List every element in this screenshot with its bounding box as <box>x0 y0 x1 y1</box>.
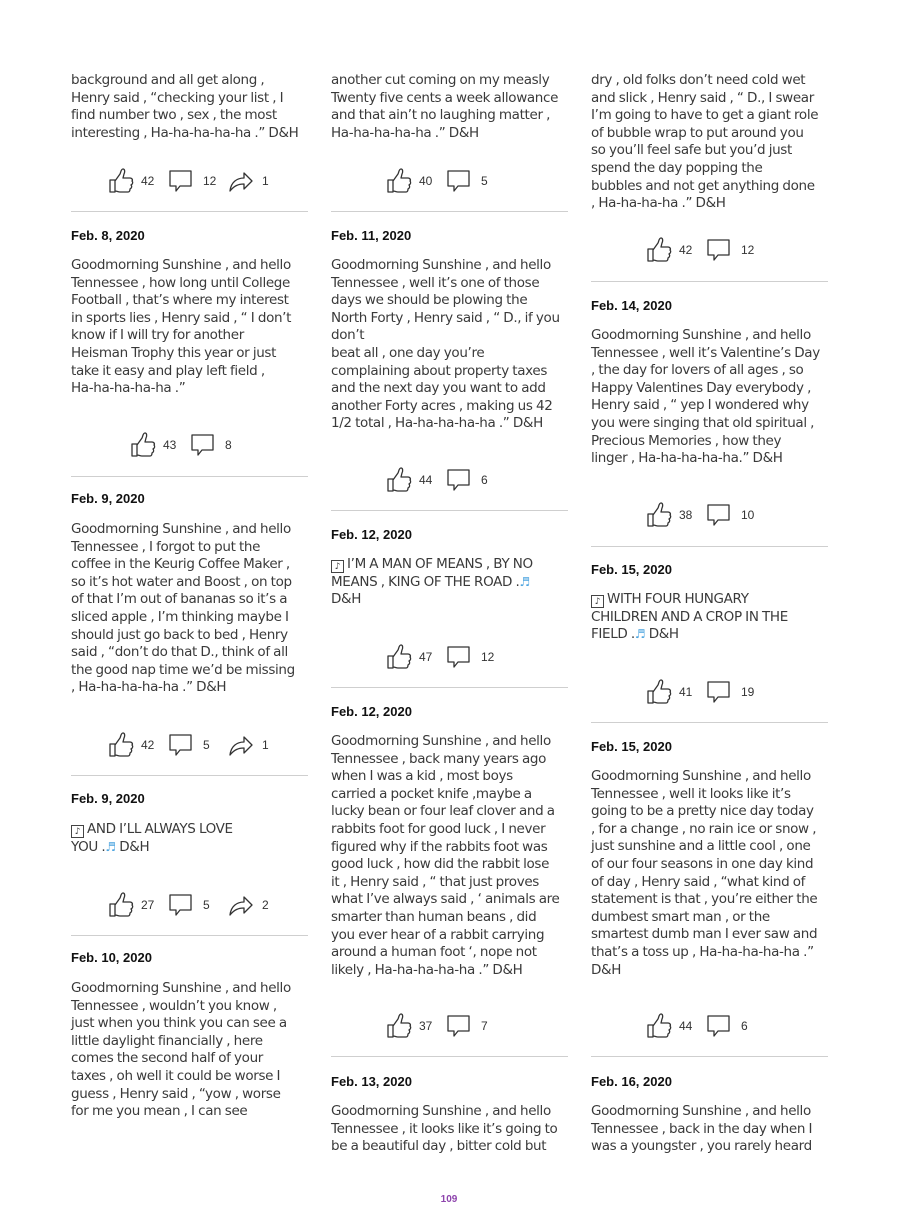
post-divider <box>71 935 308 936</box>
comment-count: 10 <box>741 508 755 522</box>
post-date: Feb. 11, 2020 <box>331 228 412 243</box>
comment-icon[interactable] <box>705 1012 733 1040</box>
like-icon[interactable] <box>645 501 673 529</box>
share-count: 1 <box>262 738 269 752</box>
post-text: Goodmorning Sunshine , and hello Tennessee , back in the day when I was a youngster , you rarely heard <box>591 1103 813 1155</box>
post-text: Goodmorning Sunshine , and hello Tennessee , I forgot to put the coffee in the Keurig Coffee Maker , so it’s hot water and Boost , on top of that I’m out of bananas so it’s a sliced apple , I’m thinking maybe I should just go back to bed , Henry said , “don’t do that D., think of all the good nap time we’d be missing , Ha-ha-ha-ha-ha .” D&H <box>71 521 295 696</box>
comment-icon[interactable] <box>445 167 473 195</box>
lyric-text: I’M A MAN OF MEANS , BY NO MEANS , KING OF THE ROAD . <box>331 556 533 590</box>
like-count: 47 <box>419 650 433 664</box>
reactions-bar <box>591 678 828 706</box>
share-icon[interactable] <box>227 891 255 919</box>
post-text: Goodmorning Sunshine , and hello Tennessee , it looks like it’s going to be a beautiful day , bitter cold but <box>331 1103 558 1155</box>
post-divider <box>331 510 568 511</box>
post-date: Feb. 12, 2020 <box>331 704 412 719</box>
reactions-bar <box>591 236 828 264</box>
share-icon[interactable] <box>227 167 255 195</box>
like-icon[interactable] <box>107 731 135 759</box>
like-count: 42 <box>141 738 155 752</box>
like-count: 43 <box>163 438 177 452</box>
post-divider <box>331 1056 568 1057</box>
post-date: Feb. 8, 2020 <box>71 228 145 243</box>
comment-icon[interactable] <box>167 731 195 759</box>
post-date: Feb. 9, 2020 <box>71 791 145 806</box>
comment-icon[interactable] <box>705 678 733 706</box>
post-date: Feb. 15, 2020 <box>591 739 672 754</box>
post-divider <box>591 546 828 547</box>
comment-count: 5 <box>203 738 210 752</box>
share-icon[interactable] <box>227 731 255 759</box>
comment-count: 19 <box>741 685 755 699</box>
like-count: 37 <box>419 1019 433 1033</box>
like-icon[interactable] <box>645 236 673 264</box>
reactions-bar <box>71 731 308 759</box>
reactions-bar <box>71 167 308 195</box>
reactions-bar <box>591 501 828 529</box>
post-divider <box>71 775 308 776</box>
like-icon[interactable] <box>385 1012 413 1040</box>
post-text <box>331 556 571 609</box>
reactions-bar <box>591 1012 828 1040</box>
post-text: Goodmorning Sunshine , and hello Tennessee , well it’s one of those days we should be plowing the North Forty , Henry said , “ D., if you don’t beat all , one day you’re complaining about property taxes and the next day you want to add another Forty acres , making us 42 1/2 total , Ha-ha-ha-ha-ha .” D&H <box>331 257 560 432</box>
post-text: background and all get along , Henry said , “checking your list , I find number two , sex , the most interesting , Ha-ha-ha-ha-ha .” D&H <box>71 72 299 141</box>
post-text: dry , old folks don’t need cold wet and slick , Henry said , “ D., I swear I’m going to have to get a giant role of bubble wrap to put around you so you’ll feel safe but you’d just spend the day popping the bubbles and not get anything done , Ha-ha-ha-ha .” D&H <box>591 72 819 212</box>
page-number: 109 <box>440 1194 458 1205</box>
post-date: Feb. 10, 2020 <box>71 950 152 965</box>
reactions-bar <box>71 431 308 459</box>
comment-icon[interactable] <box>189 431 217 459</box>
reactions-bar <box>71 891 308 919</box>
comment-count: 12 <box>481 650 495 664</box>
post-divider <box>331 687 568 688</box>
like-icon[interactable] <box>107 167 135 195</box>
post-divider <box>331 211 568 212</box>
comment-icon[interactable] <box>705 501 733 529</box>
post-date: Feb. 15, 2020 <box>591 562 672 577</box>
post-text: Goodmorning Sunshine , and hello Tennessee , how long until College Football , that’s where my interest in sports lies , Henry said , “ I don’t know if I will try for another Heisman Trophy this year or just take it easy and play left field , Ha-ha-ha-ha-ha .” <box>71 257 292 397</box>
music-score-icon: ♪ <box>71 825 84 838</box>
reactions-bar <box>331 167 568 195</box>
post-date: Feb. 13, 2020 <box>331 1074 412 1089</box>
post-divider <box>591 281 828 282</box>
like-count: 38 <box>679 508 693 522</box>
post-date: Feb. 9, 2020 <box>71 491 145 506</box>
comment-count: 8 <box>225 438 232 452</box>
comment-icon[interactable] <box>445 466 473 494</box>
like-count: 41 <box>679 685 693 699</box>
post-divider <box>591 1056 828 1057</box>
comment-count: 5 <box>203 898 210 912</box>
post-text: Goodmorning Sunshine , and hello Tennessee , well it’s Valentine’s Day , the day for lovers of all ages , so Happy Valentines Day everybody , Henry said , “ yep I wondered why you were singing that old spiritual , Precious Memories , how they linger , Ha-ha-ha-ha-ha.” D&H <box>591 327 820 467</box>
like-icon[interactable] <box>107 891 135 919</box>
like-count: 42 <box>141 174 155 188</box>
signature-text: D&H <box>331 591 362 608</box>
comment-count: 5 <box>481 174 488 188</box>
post-text <box>591 591 831 644</box>
like-count: 27 <box>141 898 155 912</box>
post-text: Goodmorning Sunshine , and hello Tennessee , back many years ago when I was a kid , most boys carried a pocket knife ,maybe a lucky bean or four leaf clover and a rabbits foot for good luck , I never figured why if the rabbits foot was good luck , how did the rabbit lose it , Henry said , “ that just proves what I’ve always said , ‘ animals are smarter than human beans , did you ever hear of a rabbit carrying around a human foot ‘, nope not likely , Ha-ha-ha-ha-ha .” D&H <box>331 733 560 978</box>
post-text: another cut coming on my measly Twenty five cents a week allowance and that ain’t no laughing matter , Ha-ha-ha-ha-ha .” D&H <box>331 72 559 141</box>
post-text <box>71 821 311 856</box>
music-score-icon: ♪ <box>331 560 344 573</box>
music-notes-icon: ♬ <box>634 627 646 642</box>
comment-icon[interactable] <box>167 167 195 195</box>
comment-count: 12 <box>203 174 217 188</box>
like-count: 42 <box>679 243 693 257</box>
comment-count: 6 <box>741 1019 748 1033</box>
lyric-text: AND I’LL ALWAYS LOVE YOU . <box>71 821 233 855</box>
like-icon[interactable] <box>385 466 413 494</box>
post-divider <box>591 722 828 723</box>
like-count: 44 <box>679 1019 693 1033</box>
music-notes-icon: ♬ <box>519 574 530 589</box>
like-icon[interactable] <box>129 431 157 459</box>
comment-icon[interactable] <box>445 1012 473 1040</box>
post-text: Goodmorning Sunshine , and hello Tennessee , well it looks like it’s going to be a pretty nice day today , for a change , no rain ice or snow , just sunshine and a little cool , one of our four seasons in one day kind of day , Henry said , “what kind of statement is that , you’re either the dumbest smart man , or the smartest dumb man I ever saw and that’s a toss up , Ha-ha-ha-ha-ha .” D&H <box>591 768 818 978</box>
lyric-text: WITH FOUR HUNGARY CHILDREN AND A CROP IN THE FIELD . <box>591 591 788 643</box>
like-icon[interactable] <box>385 643 413 671</box>
comment-icon[interactable] <box>705 236 733 264</box>
reactions-bar <box>331 466 568 494</box>
post-date: Feb. 14, 2020 <box>591 298 672 313</box>
music-notes-icon: ♬ <box>105 839 116 854</box>
post-date: Feb. 12, 2020 <box>331 527 412 542</box>
post-divider <box>71 476 308 477</box>
post-text: Goodmorning Sunshine , and hello Tennessee , wouldn’t you know , just when you think you can see a little daylight financially , here comes the second half of your taxes , oh well it could be worse I guess , Henry said , “yow , worse for me you mean , I can see <box>71 980 291 1120</box>
comment-icon[interactable] <box>445 643 473 671</box>
music-score-icon: ♪ <box>591 595 604 608</box>
signature-text: D&H <box>645 626 679 643</box>
share-count: 1 <box>262 174 269 188</box>
like-count: 40 <box>419 174 433 188</box>
share-count: 2 <box>262 898 269 912</box>
comment-count: 7 <box>481 1019 488 1033</box>
post-divider <box>71 211 308 212</box>
like-count: 44 <box>419 473 433 487</box>
comment-count: 6 <box>481 473 488 487</box>
comment-icon[interactable] <box>167 891 195 919</box>
reactions-bar <box>331 643 568 671</box>
reactions-bar <box>331 1012 568 1040</box>
like-icon[interactable] <box>645 1012 673 1040</box>
signature-text: D&H <box>115 838 150 855</box>
like-icon[interactable] <box>645 678 673 706</box>
like-icon[interactable] <box>385 167 413 195</box>
comment-count: 12 <box>741 243 755 257</box>
post-date: Feb. 16, 2020 <box>591 1074 672 1089</box>
